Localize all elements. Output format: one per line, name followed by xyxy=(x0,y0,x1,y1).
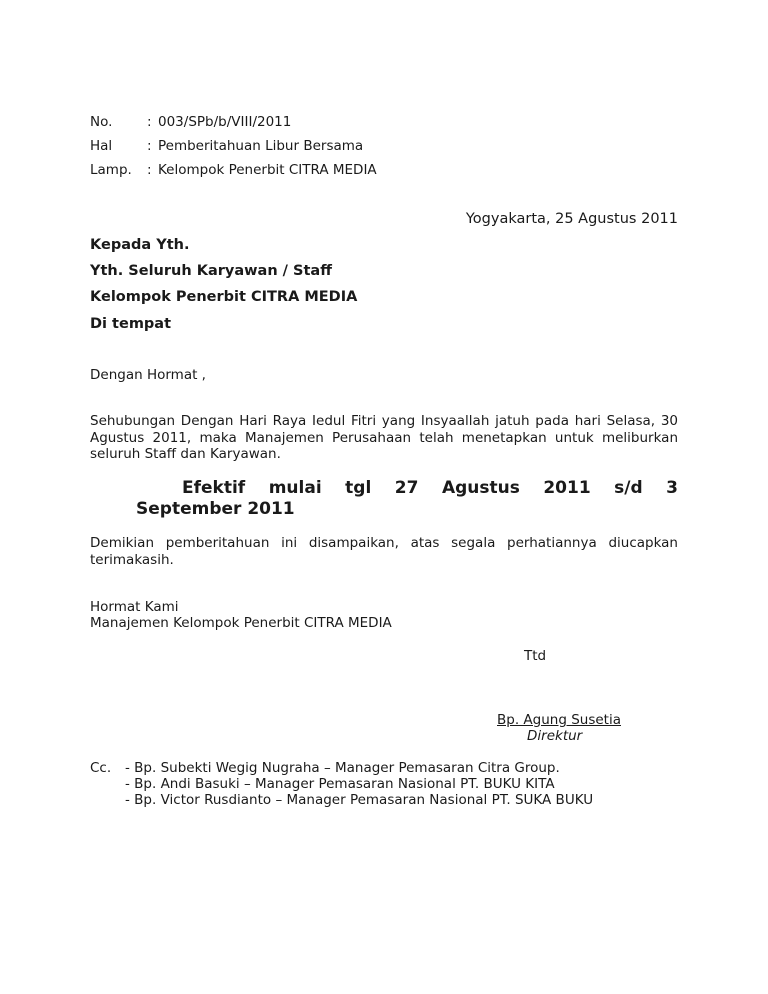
attachment-colon: : xyxy=(147,162,152,178)
recipient-line-2: Yth. Seluruh Karyawan / Staff xyxy=(90,263,332,279)
effective-line-1: Efektif mulai tgl 27 Agustus 2011 s/d 3 xyxy=(182,478,678,498)
cc-item: - Bp. Andi Basuki – Manager Pemasaran Nasional PT. BUKU KITA xyxy=(125,776,555,792)
body-paragraph: Sehubungan Dengan Hari Raya Iedul Fitri yang Insyaallah jatuh pada hari Selasa, 30 Agustus 2011, maka Manajemen Perusahaan telah menetapkan untuk meliburkan seluruh Staff dan Karyawan. xyxy=(90,413,678,462)
cc-item: - Bp. Subekti Wegig Nugraha – Manager Pemasaran Citra Group. xyxy=(125,760,560,776)
subject-value: Pemberitahuan Libur Bersama xyxy=(158,138,364,154)
recipient-line-4: Di tempat xyxy=(90,316,172,332)
attachment-value: Kelompok Penerbit CITRA MEDIA xyxy=(158,162,377,178)
effective-line-2: September 2011 xyxy=(136,499,295,519)
number-colon: : xyxy=(147,114,152,130)
cc-item: - Bp. Victor Rusdianto – Manager Pemasaran Nasional PT. SUKA BUKU xyxy=(125,792,594,808)
attachment-label: Lamp. xyxy=(90,162,132,178)
recipient-line-3: Kelompok Penerbit CITRA MEDIA xyxy=(90,289,358,305)
number-label: No. xyxy=(90,114,113,130)
closing-paragraph: Demikian pemberitahuan ini disampaikan, atas segala perhatiannya diucapkan terimakasih. xyxy=(90,535,678,568)
signature-ttd: Ttd xyxy=(524,648,547,664)
effective-dates xyxy=(136,478,678,520)
recipient-line-1: Kepada Yth. xyxy=(90,237,190,253)
cc-label: Cc. xyxy=(90,760,112,776)
subject-colon: : xyxy=(147,138,152,154)
sign-off-line-2: Manajemen Kelompok Penerbit CITRA MEDIA xyxy=(90,615,392,631)
place-date: Yogyakarta, 25 Agustus 2011 xyxy=(465,211,678,227)
number-value: 003/SPb/b/VIII/2011 xyxy=(158,114,292,130)
subject-label: Hal xyxy=(90,138,113,154)
signer-title: Direktur xyxy=(527,728,583,744)
sign-off-line-1: Hormat Kami xyxy=(90,599,179,615)
signer-name: Bp. Agung Susetia xyxy=(497,712,621,728)
salutation: Dengan Hormat , xyxy=(90,367,206,383)
